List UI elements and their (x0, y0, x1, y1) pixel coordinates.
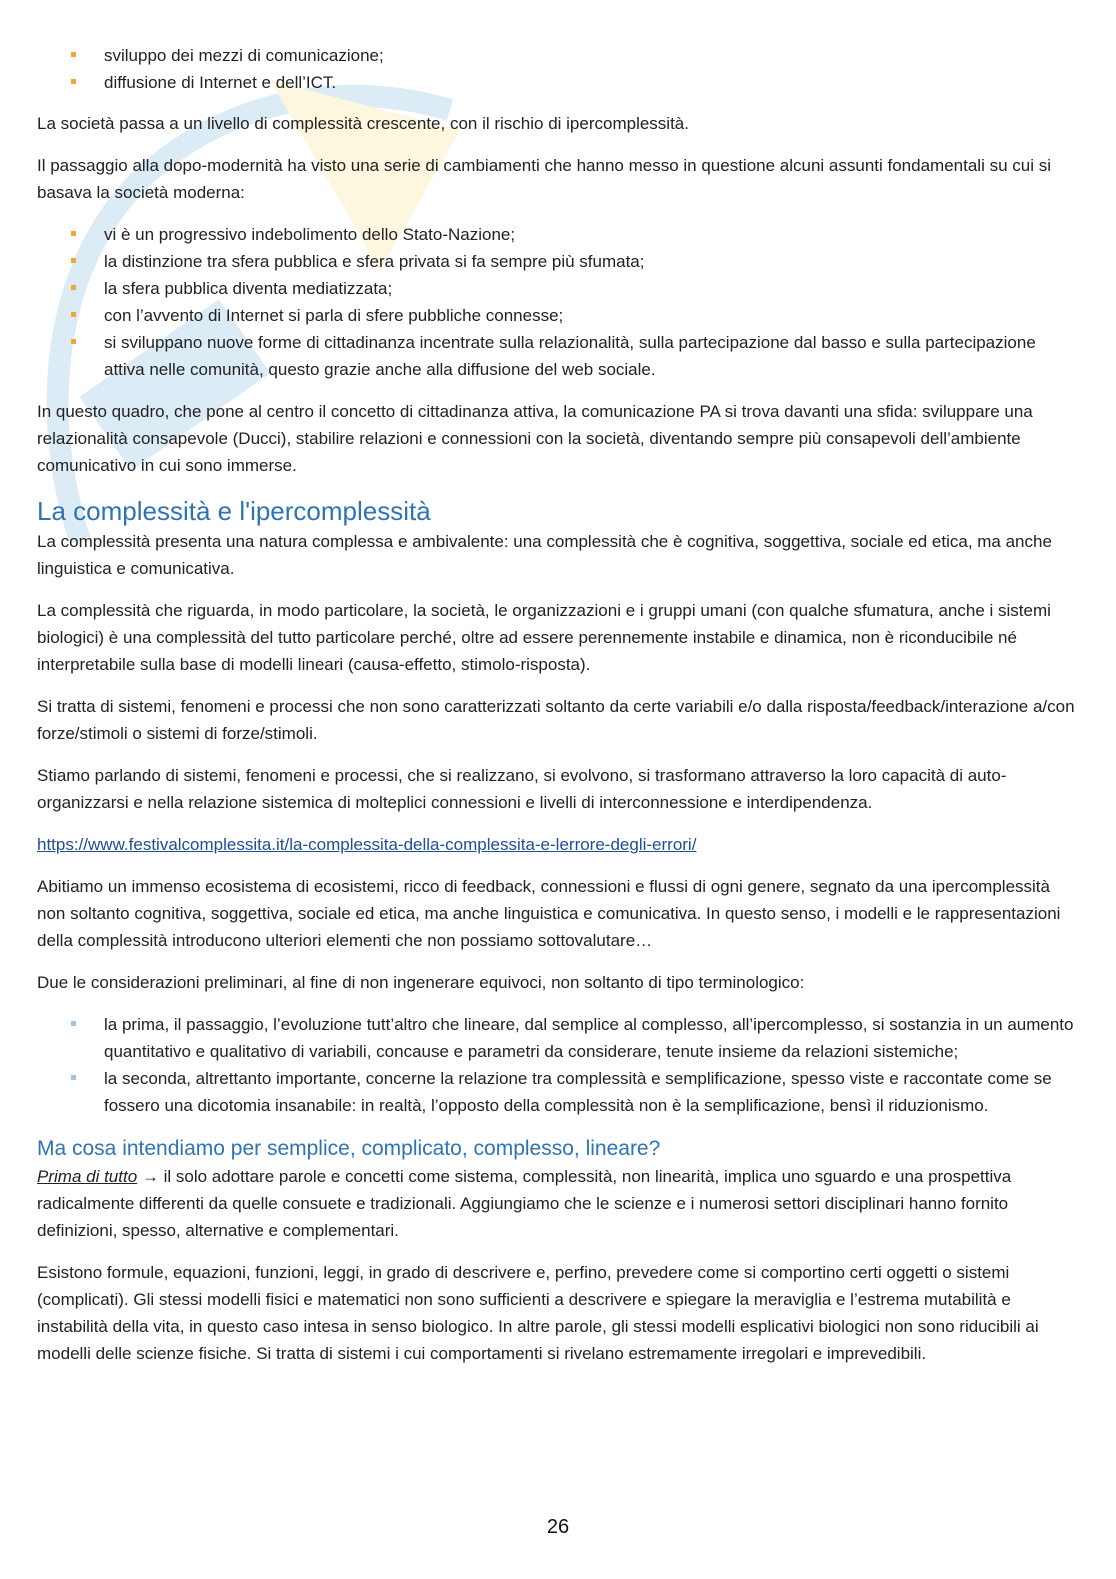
lead-phrase: Prima di tutto (37, 1167, 138, 1186)
paragraph: Stiamo parlando di sistemi, fenomeni e processi, che si realizzano, si evolvono, si trasformano attraverso la loro capacità di auto-organizzarsi e nella relazione sistemica di molteplici connessioni e livelli di interconnessione e interdipendenza. (37, 766, 1007, 812)
bullet-marker (71, 79, 76, 84)
bullet-marker (71, 1075, 76, 1080)
link-paragraph (37, 831, 1079, 858)
list-item: vi è un progressivo indebolimento dello Stato-Nazione; (37, 221, 1079, 248)
list-item: la seconda, altrettanto importante, concerne la relazione tra complessità e semplificazione, spesso viste e raccontate come se fossero una dicotomia insanabile: in realtà, l’opposto della complessità non è la semplificazione, bensì il riduzionismo. (37, 1065, 1079, 1119)
section-heading: La complessità e l'ipercomplessità (37, 496, 431, 526)
bullet-marker (71, 312, 76, 317)
paragraph: La complessità che riguarda, in modo particolare, la società, le organizzazioni e i gruppi umani (con qualche sfumatura, anche i sistemi biologici) è una complessità del tutto particolare perché, oltre ad essere perennemente instabile e dinamica, non è riconducibile né interpretabile sulla base di modelli lineari (causa-effetto, stimolo-risposta). (37, 601, 1051, 674)
bullet-list-postmodern (37, 221, 1079, 383)
list-item: la sfera pubblica diventa mediatizzata; (37, 275, 1079, 302)
list-item: sviluppo dei mezzi di comunicazione; (37, 42, 1079, 69)
bullet-marker (71, 1021, 76, 1026)
bullet-marker (71, 258, 76, 263)
subsection-heading: Ma cosa intendiamo per semplice, complicato, complesso, lineare? (37, 1137, 661, 1160)
bullet-marker (71, 285, 76, 290)
bullet-marker (71, 52, 76, 57)
paragraph: La società passa a un livello di complessità crescente, con il rischio di ipercomplessità. (37, 114, 689, 133)
paragraph: La complessità presenta una natura complessa e ambivalente: una complessità che è cognitiva, soggettiva, sociale ed etica, ma anche linguistica e comunicativa. (37, 532, 1052, 578)
paragraph: Prima di tutto → il solo adottare parole e concetti come sistema, complessità, non linearità, implica uno sguardo e una prospettiva radicalmente differenti da quelle consuete e tradizionali. Aggiungiamo che le scienze e i numerosi settori disciplinari hanno fornito definizioni, spesso, alternative e complementari. (37, 1167, 1012, 1240)
bullet-marker (71, 339, 76, 344)
paragraph: In questo quadro, che pone al centro il concetto di cittadinanza attiva, la comunicazione PA si trova davanti una sfida: sviluppare una relazionalità consapevole (Ducci), stabilire relazioni e connessioni con la società, diventando sempre più consapevoli dell’ambiente comunicativo in cui sono immerse. (37, 402, 1033, 475)
list-item: si sviluppano nuove forme di cittadinanza incentrate sulla relazionalità, sulla partecipazione dal basso e sulla partecipazione attiva nelle comunità, questo grazie anche alla diffusione del web sociale. (37, 329, 1079, 383)
paragraph: Il passaggio alla dopo-modernità ha visto una serie di cambiamenti che hanno messo in questione alcuni assunti fondamentali su cui si basava la società moderna: (37, 156, 1051, 202)
paragraph: Abitiamo un immenso ecosistema di ecosistemi, ricco di feedback, connessioni e flussi di ogni genere, segnato da una ipercomplessità non soltanto cognitiva, soggettiva, sociale ed etica, ma anche linguistica e comunicativa. In questo senso, i modelli e le rappresentazioni della complessità introducono ulteriori elementi che non possiamo sottovalutare… (37, 877, 1061, 950)
document-page (37, 42, 1079, 1382)
external-link[interactable]: https://www.festivalcomplessita.it/la-complessita-della-complessita-e-lerrore-degli-errori/ (37, 835, 697, 854)
bullet-list-considerations (37, 1011, 1079, 1119)
bullet-list-intro (37, 42, 1079, 96)
list-item: con l’avvento di Internet si parla di sfere pubbliche connesse; (37, 302, 1079, 329)
paragraph: Si tratta di sistemi, fenomeni e processi che non sono caratterizzati soltanto da certe variabili e/o dalla risposta/feedback/interazione a/con forze/stimoli o sistemi di forze/stimoli. (37, 697, 1075, 743)
list-item: la prima, il passaggio, l’evoluzione tutt’altro che lineare, dal semplice al complesso, all’ipercomplesso, si sostanzia in un aumento quantitativo e qualitativo di variabili, concause e parametri da considerare, tenute insieme da relazioni sistemiche; (37, 1011, 1079, 1065)
list-item: diffusione di Internet e dell’ICT. (37, 69, 1079, 96)
paragraph: Due le considerazioni preliminari, al fine di non ingenerare equivoci, non soltanto di tipo terminologico: (37, 973, 805, 992)
bullet-marker (71, 231, 76, 236)
list-item: la distinzione tra sfera pubblica e sfera privata si fa sempre più sfumata; (37, 248, 1079, 275)
page-number: 26 (546, 1516, 570, 1538)
paragraph: Esistono formule, equazioni, funzioni, leggi, in grado di descrivere e, perfino, prevedere come si comportino certi oggetti o sistemi (complicati). Gli stessi modelli fisici e matematici non sono sufficienti a descrivere e spiegare la meraviglia e l’estrema mutabilità e instabilità della vita, in questo caso intesa in senso biologico. In altre parole, gli stessi modelli esplicativi biologici non sono riducibili ai modelli delle scienze fisiche. Si tratta di sistemi i cui comportamenti si rivelano estremamente irregolari e imprevedibili. (37, 1263, 1039, 1363)
